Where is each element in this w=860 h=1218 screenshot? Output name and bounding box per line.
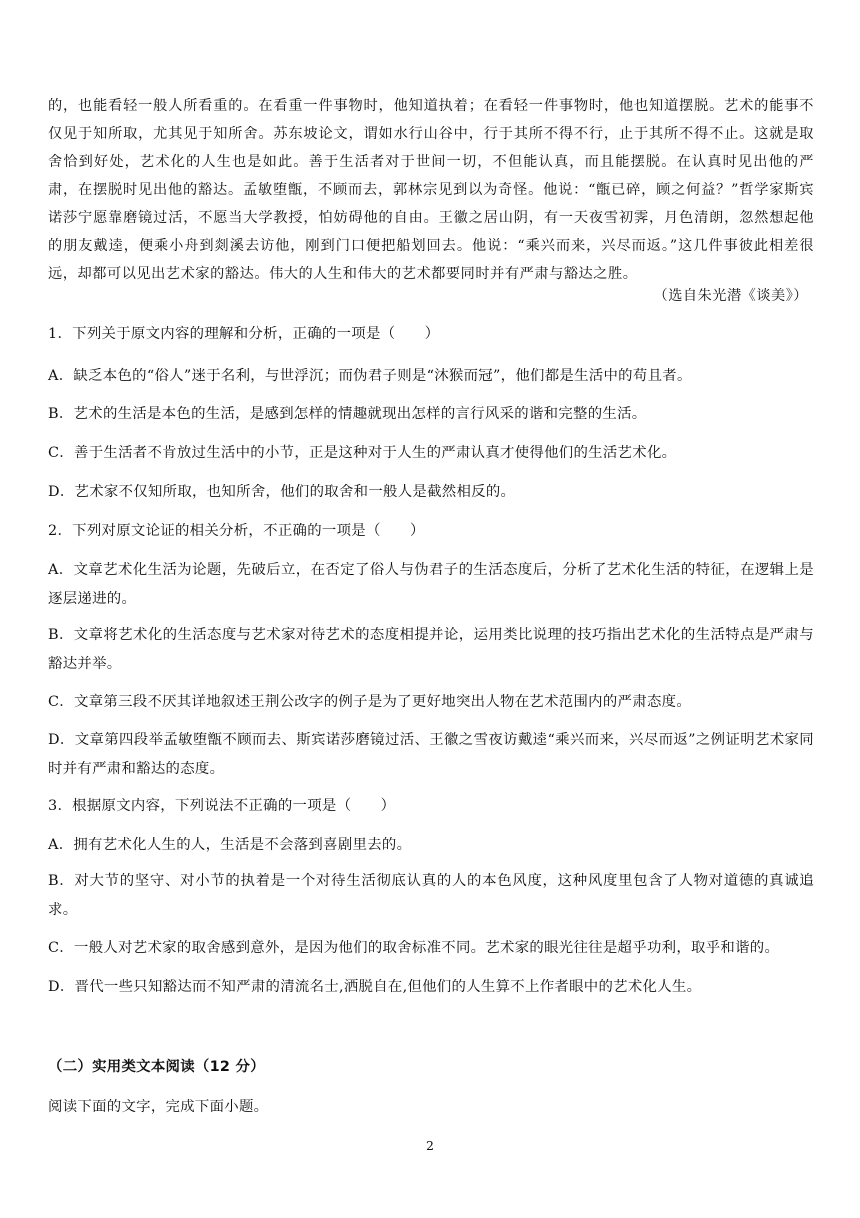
- question-2-stem: 2．下列对原文论证的相关分析，不正确的一项是（ ）: [48, 523, 425, 539]
- question-3-option-c: C．一般人对艺术家的取舍感到意外，是因为他们的取舍标准不同。艺术家的眼光往往是超乎功利，取乎和谐的。: [48, 940, 780, 956]
- question-3-option-d: D．晋代一些只知豁达而不知严肃的清流名士,洒脱自在,但他们的人生算不上作者眼中的艺术化人生。: [48, 979, 702, 995]
- question-1-stem: 1．下列关于原文内容的理解和分析，正确的一项是（ ）: [48, 326, 440, 342]
- question-1-option-c: C．善于生活者不肯放过生活中的小节，正是这种对于人生的严肃认真才使得他们的生活艺术化。: [48, 445, 677, 461]
- question-3-option-a: A．拥有艺术化人生的人，生活是不会落到喜剧里去的。: [48, 837, 412, 853]
- question-2-option-c: C．文章第三段不厌其详地叙述王荆公改字的例子是为了更好地突出人物在艺术范围内的严肃态度。: [48, 694, 692, 710]
- question-2-option-b: B．文章将艺术化的生活态度与艺术家对待艺术的态度相提并论，运用类比说理的技巧指出艺术化的生活特点是严肃与豁达并举。: [48, 627, 814, 672]
- question-2-option-a: A．文章艺术化生活为论题，先破后立，在否定了俗人与伪君子的生活态度后，分析了艺术化生活的特征，在逻辑上是逐层递进的。: [48, 562, 814, 607]
- question-1-option-b: B．艺术的生活是本色的生活，是感到怎样的情趣就现出怎样的言行风采的谐和完整的生活。: [48, 406, 647, 422]
- passage-text: 的，也能看轻一般人所看重的。在看重一件事物时，他知道执着；在看轻一件事物时，他也知道摆脱。艺术的能事不仅见于知所取，尤其见于知所舍。苏东坡论文，谓如水行山谷中，行于其所不得不行，止于其所不得不止。这就是取舍恰到好处，艺术化的人生也是如此。善于生活者对于世间一切，不但能认真，而且能摆脱。在认真时见出他的严肃，在摆脱时见出他的豁达。孟敏堕甑，不顾而去，郭林宗见到以为奇怪。他说：“甑已碎，顾之何益？”哲学家斯宾诺莎宁愿靠磨镜过活，不愿当大学教授，怕妨碍他的自由。王徽之居山阴，有一天夜雪初霁，月色清朗，忽然想起他的朋友戴逵，便乘小舟到剡溪去访他，刚到门口便把船划回去。他说：“乘兴而来，兴尽而返。”这几件事彼此相差很远，却都可以见出艺术家的豁达。伟大的人生和伟大的艺术都要同时并有严肃与豁达之胜。: [48, 98, 815, 282]
- section-instruction: 阅读下面的文字，完成下面小题。: [48, 1099, 269, 1115]
- question-1-option-a: A．缺乏本色的“俗人”迷于名利，与世浮沉；而伪君子则是“沐猴而冠”，他们都是生活中的苟且者。: [48, 368, 692, 384]
- section-heading: （二）实用类文本阅读（12 分）: [48, 1059, 265, 1075]
- question-3-option-b: B．对大节的坚守、对小节的执着是一个对待生活彻底认真的人的本色风度，这种风度里包含了人物对道德的真诚追求。: [48, 873, 814, 918]
- passage-source: （选自朱光潜《谈美》）: [653, 288, 808, 304]
- question-3-stem: 3．根据原文内容，下列说法不正确的一项是（ ）: [48, 798, 396, 814]
- page-number: 2: [426, 1138, 434, 1153]
- question-1-option-d: D．艺术家不仅知所取，也知所舍，他们的取舍和一般人是截然相反的。: [48, 484, 516, 500]
- question-2-option-d: D．文章第四段举孟敏堕甑不顾而去、斯宾诺莎磨镜过活、王徽之雪夜访戴逵“乘兴而来，兴尽而返”之例证明艺术家同时并有严肃和豁达的态度。: [48, 732, 814, 777]
